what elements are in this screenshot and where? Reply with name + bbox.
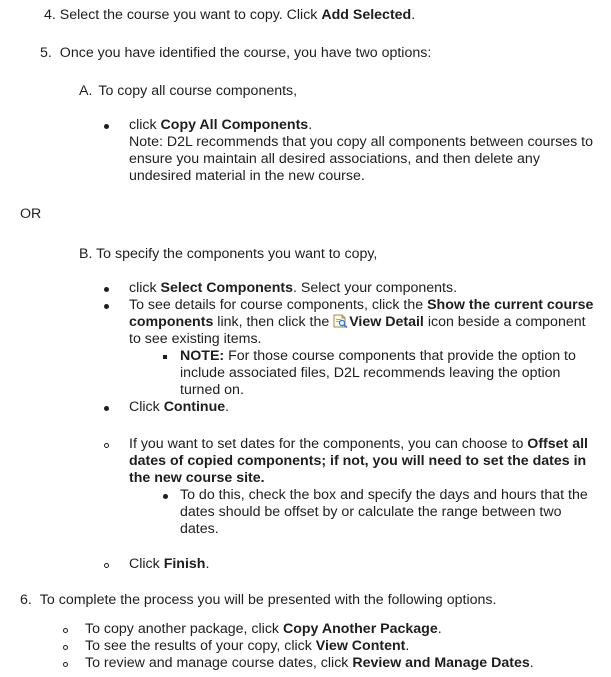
bullet-circle (104, 563, 109, 568)
note-b-line-2: include associated files, D2L recommends leaving the option (180, 365, 561, 381)
offset-line-1 (129, 436, 588, 453)
option-b-bullet-2-line-3: to see existing items. (129, 331, 262, 347)
bold-text: Review and Manage Dates (352, 655, 530, 671)
text: To see details for course components, click the (129, 297, 428, 313)
step-6-option-1 (85, 621, 442, 638)
bold-text: View Detail (349, 314, 424, 330)
option-a-bullet (129, 117, 312, 134)
bold-text: Finish (163, 556, 206, 572)
step-number: 5. (40, 45, 52, 61)
note-line-1: Note: D2L recommends that you copy all components between courses to (129, 134, 593, 150)
step-5 (40, 45, 431, 62)
finish-line (129, 556, 209, 573)
bullet-circle (63, 662, 68, 667)
text: To see the results of your copy, click (85, 638, 316, 654)
or-separator: OR (20, 206, 42, 222)
punct: . (308, 117, 313, 133)
bullet-disc (104, 287, 109, 292)
text: icon beside a component (423, 314, 586, 330)
bullet-circle (63, 628, 68, 633)
bold-text: Offset all (527, 436, 588, 452)
option-label: A. (79, 83, 93, 99)
offset-sub-line-2: dates should be offset by or calculate the range between two (180, 504, 562, 520)
text: click (129, 280, 161, 296)
bullet-square (163, 355, 167, 359)
bold-text: Select Components (160, 280, 293, 296)
option-b-bullet-3 (129, 399, 229, 416)
bold-text: Show the current course (427, 297, 594, 313)
punct: . (411, 7, 416, 23)
step-6 (20, 592, 496, 609)
punct: . (225, 399, 230, 415)
offset-sub-line-1: To do this, check the box and specify the days and hours that the (180, 487, 588, 503)
step-6-option-3 (85, 655, 534, 672)
bold-text: View Content (315, 638, 406, 654)
bullet-disc (163, 494, 168, 499)
bullet-disc (104, 406, 109, 411)
bold-text: Copy Another Package (282, 621, 438, 637)
note-line-2: ensure you maintain all desired associations, and then delete any (129, 151, 540, 167)
option-b-bullet-1 (129, 280, 457, 297)
bold-text: the new course site. (129, 470, 265, 486)
text: click (129, 117, 161, 133)
note-b-line-3: turned on. (180, 382, 244, 398)
punct: . (405, 638, 410, 654)
text: For those course components that provide the option to (224, 348, 576, 364)
step-number: 6. (20, 592, 32, 608)
step-4 (44, 7, 415, 24)
step-text: Once you have identified the course, you have two options: (59, 45, 432, 61)
text: Click (129, 556, 164, 572)
option-text: To copy all course components, (98, 83, 298, 99)
step-number: 4. (44, 7, 56, 23)
bold-text: NOTE: (180, 348, 225, 364)
text: To review and manage course dates, click (85, 655, 353, 671)
bullet-disc (104, 124, 109, 129)
step-text: To complete the process you will be presented with the following options. (39, 592, 497, 608)
bullet-circle (63, 645, 68, 650)
offset-line-3 (129, 470, 265, 487)
step-text: Select the course you want to copy. Click (59, 7, 322, 23)
option-a (79, 83, 297, 100)
offset-sub-line-3: dates. (180, 521, 219, 537)
option-b-bullet-2-line-1 (129, 297, 593, 314)
punct: . (529, 655, 534, 671)
punct: . (437, 621, 442, 637)
option-text: To specify the components you want to copy, (96, 246, 378, 262)
text: If you want to set dates for the components, you can choose to (129, 436, 528, 452)
step-6-option-2 (85, 638, 409, 655)
text: To copy another package, click (85, 621, 283, 637)
option-b-bullet-2-line-2 (129, 314, 586, 331)
bold-text: dates of copied components; if not, you will need to set the dates in (129, 453, 587, 469)
bullet-disc (104, 304, 109, 309)
bold-text: Copy All Components (160, 117, 309, 133)
text: link, then click the (213, 314, 334, 330)
text: . Select your components. (292, 280, 458, 296)
step-bold: Add Selected (321, 7, 412, 23)
note-line-3: undesired material in the new course. (129, 168, 365, 184)
bold-text: components (129, 314, 214, 330)
option-b (79, 246, 377, 263)
punct: . (205, 556, 210, 572)
option-label: B. (79, 246, 93, 262)
note-b-line-1 (180, 348, 576, 365)
view-detail-icon (333, 314, 348, 328)
bold-text: Continue (163, 399, 226, 415)
text: Click (129, 399, 164, 415)
offset-line-2 (129, 453, 586, 470)
bullet-circle (104, 443, 109, 448)
